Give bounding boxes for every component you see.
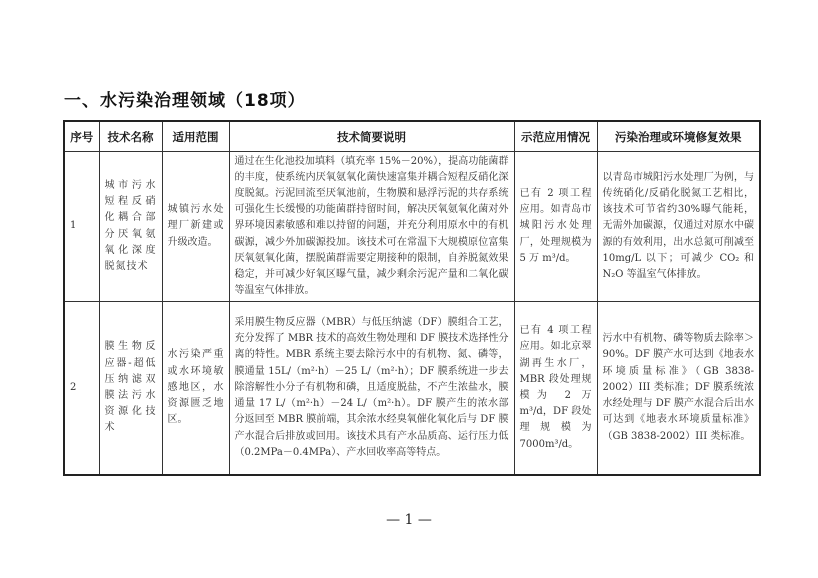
page-number: — 1 —	[386, 512, 432, 528]
applicable-scope: 水污染严重或水环境敏感地区，水资源匮乏地区。	[162, 302, 229, 476]
demo-application: 已有 2 项工程应用。如青岛市城阳污水处理厂，处理规模为 5 万 m³/d。	[514, 152, 597, 302]
treatment-effect: 污水中有机物、磷等物质去除率＞90%。DF 膜产水可达到《地表水环境质量标准》（GB 3838-2002）III 类标准；DF 膜系统浓水经处理与 DF 膜产水混合后出水可达到《地表水环境质量标准》（GB 3838-2002）III 类标准。	[597, 302, 760, 476]
row-number: 1	[64, 152, 99, 302]
table-row	[64, 152, 760, 302]
technology-description: 通过在生化池投加填料（填充率 15%－20%），提高功能菌群的丰度，使系统内厌氧氨氧化菌快速富集并耦合短程反硝化深度脱氮。污泥回流至厌氧池前，生物膜和悬浮污泥的共存系统可强化生长缓慢的功能菌群持留时间，解决厌氧氨氧化菌对外界环境因素敏感和难以持留的问题，并充分利用原水中的有机碳源，减少外加碳源投加。该技术可在常温下大规模原位富集厌氧氨氧化菌，摆脱菌群需要定期接种的限制，自养脱氮效果稳定，并可减少好氧区曝气量，减少剩余污泥产量和二氧化碳等温室气体排放。	[229, 152, 514, 302]
header-name: 技术名称	[99, 121, 162, 152]
header-no: 序号	[64, 121, 99, 152]
technology-name: 城市污水短程反硝化耦合部分厌氧氨氧化深度脱氮技术	[99, 152, 162, 302]
header-application: 示范应用情况	[514, 121, 597, 152]
demo-application: 已有 4 项工程应用。如北京翠湖再生水厂，MBR 段处理规模为 2 万 m³/d，DF 段处理规模为 7000m³/d。	[514, 302, 597, 476]
technology-name: 膜生物反应器-超低压纳滤双膜法污水资源化技术	[99, 302, 162, 476]
header-effect: 污染治理或环境修复效果	[597, 121, 760, 152]
technology-table	[63, 120, 761, 476]
treatment-effect: 以青岛市城阳污水处理厂为例，与传统硝化/反硝化脱氮工艺相比，该技术可节省约30%曝气能耗，无需外加碳源，仅通过对原水中碳源的有效利用，出水总氮可削减至 10mg/L 以下；可减少 CO₂ 和 N₂O 等温室气体排放。	[597, 152, 760, 302]
section-title: 一、水污染治理领域（18项）	[64, 91, 306, 111]
header-description: 技术简要说明	[229, 121, 514, 152]
applicable-scope: 城镇污水处理厂新建或升级改造。	[162, 152, 229, 302]
header-scope: 适用范围	[162, 121, 229, 152]
technology-description: 采用膜生物反应器（MBR）与低压纳滤（DF）膜组合工艺，充分发挥了 MBR 技术的高效生物处理和 DF 膜技术选择性分离的特性。MBR 系统主要去除污水中的有机物、氮、磷等，膜通量 15L/（m²·h）－25 L/（m²·h）；DF 膜系统进一步去除溶解性小分子有机物和磷，且适度脱盐，不产生浓盐水，膜通量 17 L/（m²·h）－24 L/（m²·h）。DF 膜产生的浓水部分返回至 MBR 膜前端，其余浓水经臭氧催化氧化后与 DF 膜产水混合后排放或回用。该技术具有产水品质高、运行压力低（0.2MPa－0.4MPa）、产水回收率高等特点。	[229, 302, 514, 476]
row-number: 2	[64, 302, 99, 476]
table-row	[64, 302, 760, 476]
table-header-row	[64, 121, 760, 152]
